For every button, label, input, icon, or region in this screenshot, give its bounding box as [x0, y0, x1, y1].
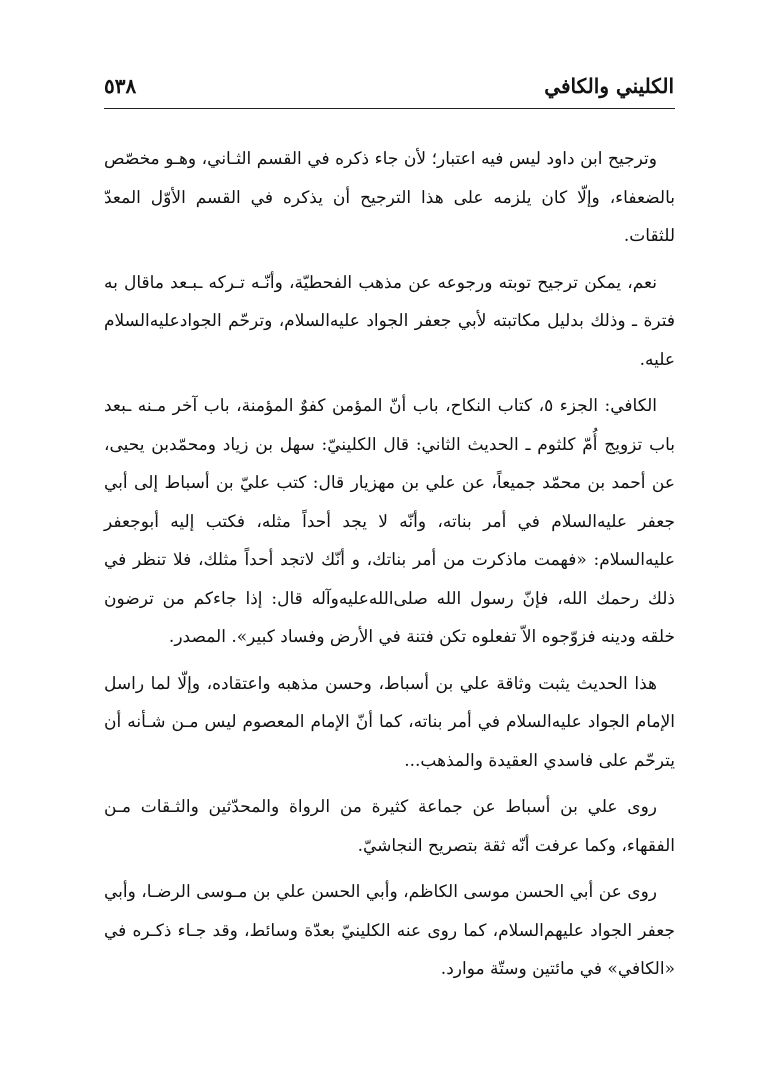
page-header: [104, 66, 674, 106]
header-divider: [104, 108, 675, 109]
paragraph: هذا الحديث يثبت وثاقة علي بن أسباط، وحسن مذهبه واعتقاده، وإلّا لما راسل الإمام الجواد عليه‌السلام في أمر بناته، كما أنّ الإمام المعصوم ليس مـن شـأنه أن يترحّم على فاسدي العقيدة والمذهب...: [104, 673, 675, 771]
body-text: [104, 140, 675, 997]
paragraph: وترجيح ابن داود ليس فيه اعتبار؛ لأن جاء ذكره في القسم الثـاني، وهـو مخصّص بالضعفاء، وإلّا كان يلزمه على هذا الترجيح أن يذكره في القسم الأوّل المعدّ للثقات.: [104, 149, 675, 246]
running-title: الكليني والكافي: [544, 74, 674, 98]
paragraph: نعم، يمكن ترجيح توبته ورجوعه عن مذهب الفحطيّة، وأنّـه تـركه ـبـعد ماقال به فترة ـ وذلك بدليل مكاتبته لأبي جعفر الجواد عليه‌السلام، وترحّم الجوادعليه‌السلام عليه.: [104, 272, 675, 370]
page-number: ٥٣٨: [104, 74, 137, 98]
paragraph: روى عن أبي الحسن موسى الكاظم، وأبي الحسن علي بن مـوسى الرضـا، وأبي جعفر الجواد عليهم‌السلام، كما روى عنه الكلينيّ بعدّة وسائط، وقد جـاء ذكـره في «الكافي» في مائتين وستّة موارد.: [104, 882, 675, 979]
paragraph: الكافي: الجزء ٥، كتاب النكاح، باب أنّ المؤمن كفوٌ المؤمنة، باب آخر مـنه ـبعد باب تزويج أُمّ كلثوم ـ الحديث الثاني: قال الكلينيّ: سهل بن زياد ومحمّدبن يحيى، عن أحمد بن محمّد جميعاً، عن علي بن مهزيار قال: كتب عليّ بن أسباط إلى أبي جعفر عليه‌السلام في أمر بناته، وأنّه لا يجد أحداً مثله، فكتب إليه أبوجعفر عليه‌السلام: «فهمت ماذكرت من أمر بناتك، و أنّك لاتجد أحداً مثلك، فلا تنظر في ذلك رحمك الله، فإنّ رسول الله صلى‌الله‌عليه‌وآله قال: إذا جاءكم من ترضون خلقه ودينه فزوّجوه الاّ تفعلوه تكن فتنة في الأرض وفساد كبير». المصدر.: [104, 396, 675, 647]
paragraph: روى علي بن أسباط عن جماعة كثيرة من الرواة والمحدّثين والثـقات مـن الفقهاء، وكما عرفت أنّه ثقة بتصريح النجاشيّ.: [104, 797, 675, 856]
